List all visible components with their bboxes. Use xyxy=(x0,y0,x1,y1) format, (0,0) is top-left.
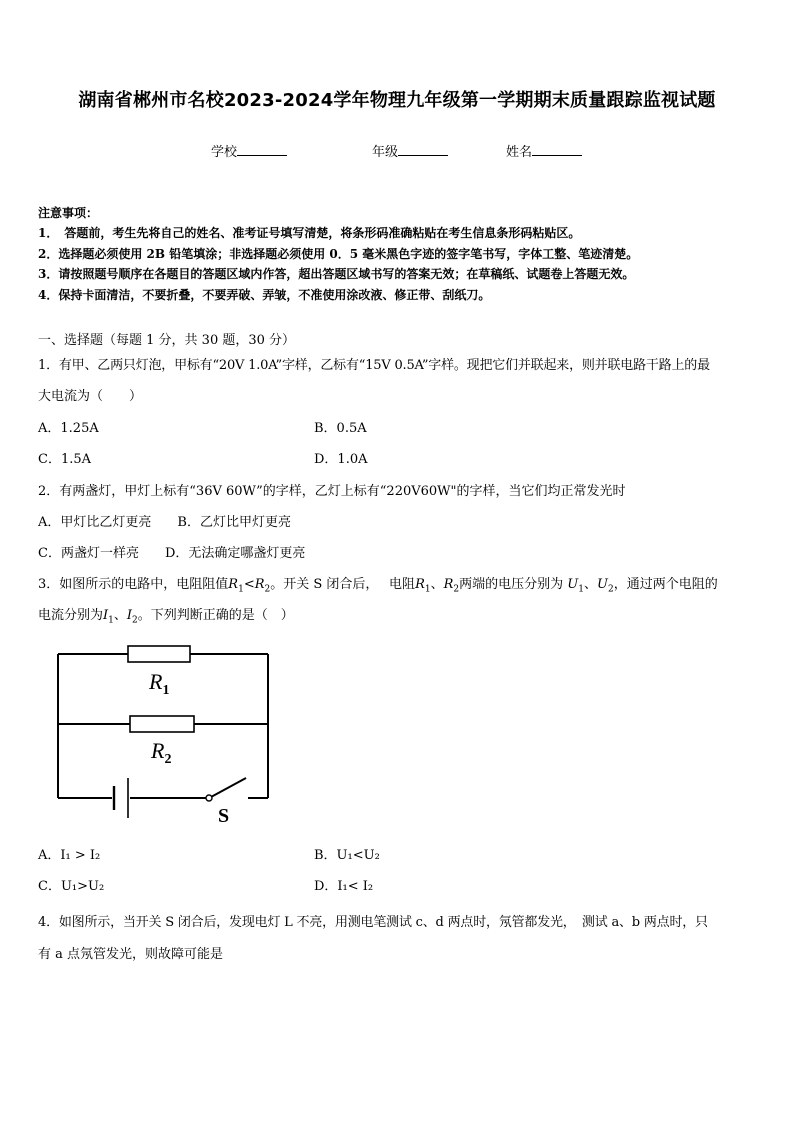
name-field xyxy=(506,141,582,160)
note-item-1: 1． 答题前，考生先将自己的姓名、准考证号填写清楚，将条形码准确粘贴在考生信息条形码粘贴区。 xyxy=(38,226,581,240)
q3-option-b: B．U₁<U₂ xyxy=(314,848,380,863)
switch-label: S xyxy=(218,805,230,827)
q3-text-1: 3．如图所示的电路中，电阻阻值 xyxy=(38,577,229,592)
q1-option-a: A．1.25A xyxy=(38,421,99,436)
switch-pivot xyxy=(206,795,212,801)
r1-label: $R_1$ xyxy=(149,669,170,698)
q4-stem-line1: 4．如图所示，当开关 S 闭合后，发现电灯 L 不亮，用测电笔测试 c、d 两点时，氖管都发光， 测试 a、b 两点时，只 xyxy=(38,915,708,930)
notes-heading: 注意事项： xyxy=(38,206,99,220)
q3-text-6: 。下列判断正确的是（ ） xyxy=(137,608,294,623)
q3-option-d: D．I₁< I₂ xyxy=(314,879,374,894)
grade-blank[interactable] xyxy=(398,143,448,156)
q1-stem-line1: 1．有甲、乙两只灯泡，甲标有“20V 1.0A”字样，乙标有“15V 0.5A”字样。现把它们并联起来，则并联电路干路上的最 xyxy=(38,358,710,373)
q1-stem-line2: 大电流为（ ） xyxy=(38,389,143,404)
q3-text-2: 。开关 S 闭合后， 电阻 xyxy=(270,577,416,592)
note-item-2: 2．选择题必须使用 2B 铅笔填涂；非选择题必须使用 0．5 毫米黑色字迹的签字笔书写，字体工整、笔迹清楚。 xyxy=(38,247,639,261)
page-title: 湖南省郴州市名校2023-2024学年物理九年级第一学期期末质量跟踪监视试题 xyxy=(78,90,716,111)
name-blank[interactable] xyxy=(532,143,582,156)
school-field xyxy=(211,141,287,160)
circuit-diagram xyxy=(50,640,280,830)
q2-options-row1: A．甲灯比乙灯更亮 B．乙灯比甲灯更亮 xyxy=(38,515,291,530)
switch-blade xyxy=(211,778,246,797)
q3-text-4: ，通过两个电阻的 xyxy=(613,577,718,592)
q3-text-5: 电流分别为 xyxy=(38,608,104,623)
q4-stem-line2: 有 a 点氖管发光，则故障可能是 xyxy=(38,947,224,962)
name-label: 姓名 xyxy=(506,145,533,160)
section-heading: 一、选择题（每题 1 分，共 30 题，30 分） xyxy=(38,333,296,348)
q3-stem-line2: 电流分别为$I_1$、$I_2$。下列判断正确的是（ ） xyxy=(38,608,294,626)
q1-option-c: C．1.5A xyxy=(38,452,92,467)
resistor-r1 xyxy=(128,646,190,662)
grade-field xyxy=(372,141,448,160)
grade-label: 年级 xyxy=(372,145,399,160)
q2-stem: 2．有两盏灯，甲灯上标有“36V 60W”的字样，乙灯上标有“220V60W"的字样，当它们均正常发光时 xyxy=(38,484,626,499)
q2-options-row2: C．两盏灯一样亮 D．无法确定哪盏灯更亮 xyxy=(38,546,306,561)
q3-text-3: 两端的电压分别为 xyxy=(459,577,564,592)
school-blank[interactable] xyxy=(237,143,287,156)
r2-label: $R_2$ xyxy=(151,738,172,767)
resistor-r2 xyxy=(130,716,194,732)
q3-option-a: A．I₁ > I₂ xyxy=(38,848,101,863)
q3-stem-line1: 3．如图所示的电路中，电阻阻值$R_1<R_2$。开关 S 闭合后， 电阻$R_1$、$R_2$两端的电压分别为 $U_1$、$U_2$，通过两个电阻的 xyxy=(38,577,718,595)
q3-option-c: C．U₁>U₂ xyxy=(38,879,105,894)
note-item-4: 4．保持卡面清洁，不要折叠，不要弄破、弄皱，不准使用涂改液、修正带、刮纸刀。 xyxy=(38,288,491,302)
q1-option-d: D．1.0A xyxy=(314,452,368,467)
q1-option-b: B．0.5A xyxy=(314,421,367,436)
school-label: 学校 xyxy=(211,145,238,160)
note-item-3: 3．请按照题号顺序在各题目的答题区域内作答，超出答题区域书写的答案无效；在草稿纸、试题卷上答题无效。 xyxy=(38,267,635,281)
